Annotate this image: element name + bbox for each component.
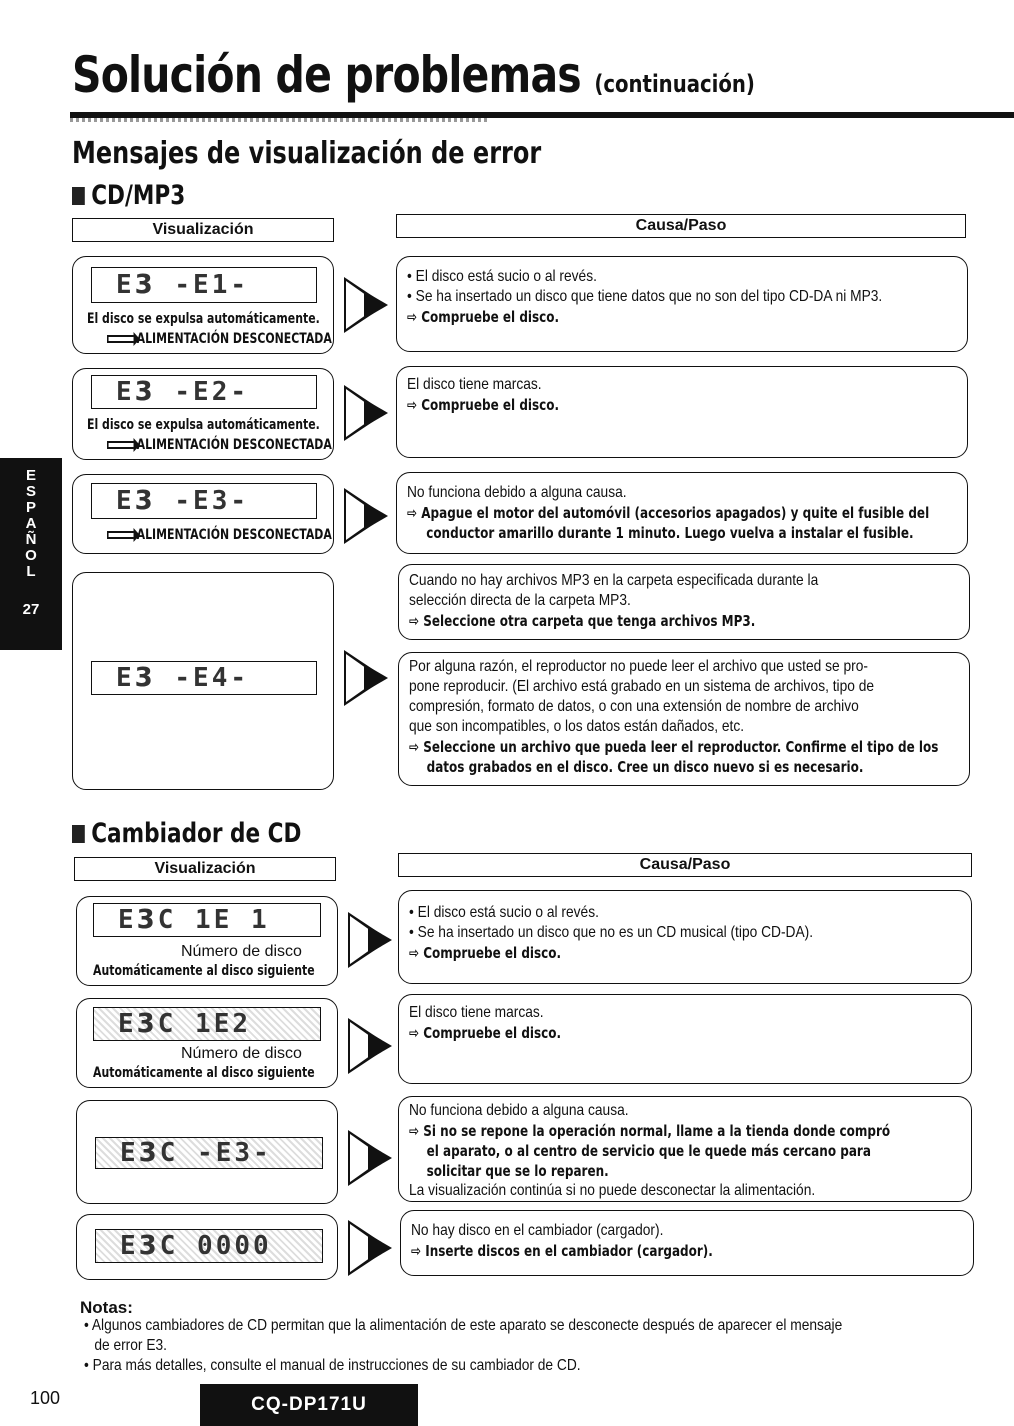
action-line: solicitar que se lo reparen. xyxy=(426,1162,609,1180)
changer-display-box-3 xyxy=(76,1100,338,1204)
model-badge: CQ-DP171U xyxy=(200,1384,418,1426)
arrow-right-icon xyxy=(107,335,134,343)
side-tab-letter: A xyxy=(25,515,37,532)
display-note-power: ALIMENTACIÓN DESCONECTADA xyxy=(107,437,332,453)
action-line: el aparato, o al centro de servicio que le quede más cercano para xyxy=(426,1142,871,1160)
display-note-power: ALIMENTACIÓN DESCONECTADA xyxy=(107,331,332,347)
section-title: Mensajes de visualización de error xyxy=(72,136,542,171)
cause-line: No hay disco en el cambiador (cargador). xyxy=(411,1222,664,1239)
changer-display-box-4 xyxy=(76,1214,338,1280)
action-line: conductor amarillo durante 1 minuto. Luego vuelva a instalar el fusible. xyxy=(426,524,914,542)
changer-cause-box-4 xyxy=(400,1210,974,1276)
notes-heading: Notas: xyxy=(80,1298,133,1317)
note-item: • Algunos cambiadores de CD permitan que la alimentación de este aparato se desconecte después de aparecer el mensaje xyxy=(84,1317,843,1334)
lcd-display: E𝟯 -E3- xyxy=(91,483,317,519)
cdmp3-heading xyxy=(72,180,185,211)
cause-line: No funciona debido a alguna causa. xyxy=(409,1102,629,1119)
cdmp3-heading-text: CD/MP3 xyxy=(91,180,186,211)
action-line: ⇨ Si no se repone la operación normal, llame a la tienda donde compró xyxy=(409,1122,891,1140)
cdmp3-display-box-2 xyxy=(72,368,334,460)
cause-line: El disco tiene marcas. xyxy=(407,376,542,393)
cdmp3-display-box-3 xyxy=(72,474,334,554)
side-tab-letter: S xyxy=(25,483,36,500)
lcd-display: E𝟯C 0000 xyxy=(95,1229,323,1263)
cause-line: Cuando no hay archivos MP3 en la carpeta especificada durante la xyxy=(409,572,819,589)
display-note: El disco se expulsa automáticamente. xyxy=(87,417,320,433)
cause-line: No funciona debido a alguna causa. xyxy=(407,484,627,501)
disc-number-label: Número de disco xyxy=(181,943,302,960)
display-note-power: ALIMENTACIÓN DESCONECTADA xyxy=(107,527,332,543)
cause-line: compresión, formato de datos, o con una extensión de nombre de archivo xyxy=(409,698,859,715)
cause-line: • El disco está sucio o al revés. xyxy=(409,904,599,921)
cause-line: que son incompatibles, o los datos están dañados, etc. xyxy=(409,718,745,735)
cdmp3-display-box-4 xyxy=(72,572,334,790)
arrow-right-icon xyxy=(107,531,134,539)
cdmp3-cause-box-1 xyxy=(396,256,968,352)
changer-cause-box-3 xyxy=(398,1096,972,1202)
lcd-display: E𝟯 -E2- xyxy=(91,375,317,409)
changer-col-display-header: Visualización xyxy=(74,857,336,881)
cdmp3-col-cause-header: Causa/Paso xyxy=(396,214,966,238)
changer-cause-box-1 xyxy=(398,890,972,984)
cause-line: La visualización continúa si no puede desconectar la alimentación. xyxy=(409,1182,816,1199)
display-note: El disco se expulsa automáticamente. xyxy=(87,311,320,327)
lcd-display: E𝟯C 1E 1 xyxy=(93,903,321,937)
changer-cause-box-2 xyxy=(398,994,972,1084)
lcd-display: E𝟯 -E4- xyxy=(91,661,317,695)
page-number: 100 xyxy=(30,1388,61,1408)
auto-next-disc-note: Automáticamente al disco siguiente xyxy=(93,1065,315,1081)
side-tab-letter: E xyxy=(25,467,36,484)
cdmp3-cause-box-2 xyxy=(396,366,968,458)
action-line: ⇨ Seleccione un archivo que pueda leer el reproductor. Confirme el tipo de los xyxy=(409,738,939,756)
side-tab-page: 27 xyxy=(22,601,40,618)
disc-number-label: Número de disco xyxy=(181,1045,302,1062)
page-title-main: Solución de problemas xyxy=(72,46,581,104)
cause-line: • Se ha insertado un disco que tiene datos que no son del tipo CD-DA ni MP3. xyxy=(407,288,883,305)
cdmp3-cause-box-4a xyxy=(398,564,970,640)
page-title xyxy=(72,46,755,104)
cause-line: selección directa de la carpeta MP3. xyxy=(409,592,631,609)
cdmp3-cause-box-4b xyxy=(398,652,970,786)
lcd-display: E𝟯 -E1- xyxy=(91,267,317,303)
action-line: datos grabados en el disco. Cree un disco nuevo si es necesario. xyxy=(426,758,864,776)
changer-display-box-1 xyxy=(76,896,338,986)
side-tab-letter: P xyxy=(25,499,36,516)
action-line: ⇨ Seleccione otra carpeta que tenga archivos MP3. xyxy=(409,612,756,630)
section-square-icon xyxy=(72,825,85,843)
notes-list xyxy=(84,1316,944,1376)
language-side-tab xyxy=(0,458,62,650)
cdmp3-cause-box-3 xyxy=(396,472,968,554)
changer-col-cause-header: Causa/Paso xyxy=(398,853,972,877)
action-line: ⇨ Compruebe el disco. xyxy=(409,1024,562,1042)
cause-line: Por alguna razón, el reproductor no puede leer el archivo que usted se pro- xyxy=(409,658,868,675)
cdmp3-display-box-1 xyxy=(72,256,334,354)
action-line: ⇨ Apague el motor del automóvil (accesorios apagados) y quite el fusible del xyxy=(407,504,930,522)
cdmp3-col-display-header: Visualización xyxy=(72,218,334,242)
side-tab-letter: Ñ xyxy=(25,531,37,548)
action-line: ⇨ Compruebe el disco. xyxy=(407,308,560,326)
action-line: ⇨ Inserte discos en el cambiador (cargador). xyxy=(411,1242,713,1260)
auto-next-disc-note: Automáticamente al disco siguiente xyxy=(93,963,315,979)
action-line: ⇨ Compruebe el disco. xyxy=(409,944,562,962)
changer-heading-text: Cambiador de CD xyxy=(91,818,302,849)
cause-line: • Se ha insertado un disco que no es un CD musical (tipo CD-DA). xyxy=(409,924,814,941)
note-item: • Para más detalles, consulte el manual de instrucciones de su cambiador de CD. xyxy=(84,1357,581,1374)
lcd-display: E𝟯C -E3- xyxy=(95,1137,323,1169)
side-tab-letter: L xyxy=(26,563,36,580)
note-item: de error E3. xyxy=(94,1337,167,1354)
changer-display-box-2 xyxy=(76,998,338,1088)
changer-heading xyxy=(72,818,301,849)
action-line: ⇨ Compruebe el disco. xyxy=(407,396,560,414)
side-tab-letter: O xyxy=(25,547,37,564)
section-square-icon xyxy=(72,187,85,205)
cause-line: El disco tiene marcas. xyxy=(409,1004,544,1021)
arrow-right-icon xyxy=(107,441,134,449)
lcd-display: E𝟯C 1E2 xyxy=(93,1007,321,1041)
page-title-continuation: (continuación) xyxy=(594,70,755,98)
title-rule-texture xyxy=(70,118,490,122)
cause-line: • El disco está sucio o al revés. xyxy=(407,268,597,285)
cause-line: pone reproducir. (El archivo está grabado en un sistema de archivos, tipo de xyxy=(409,678,875,695)
